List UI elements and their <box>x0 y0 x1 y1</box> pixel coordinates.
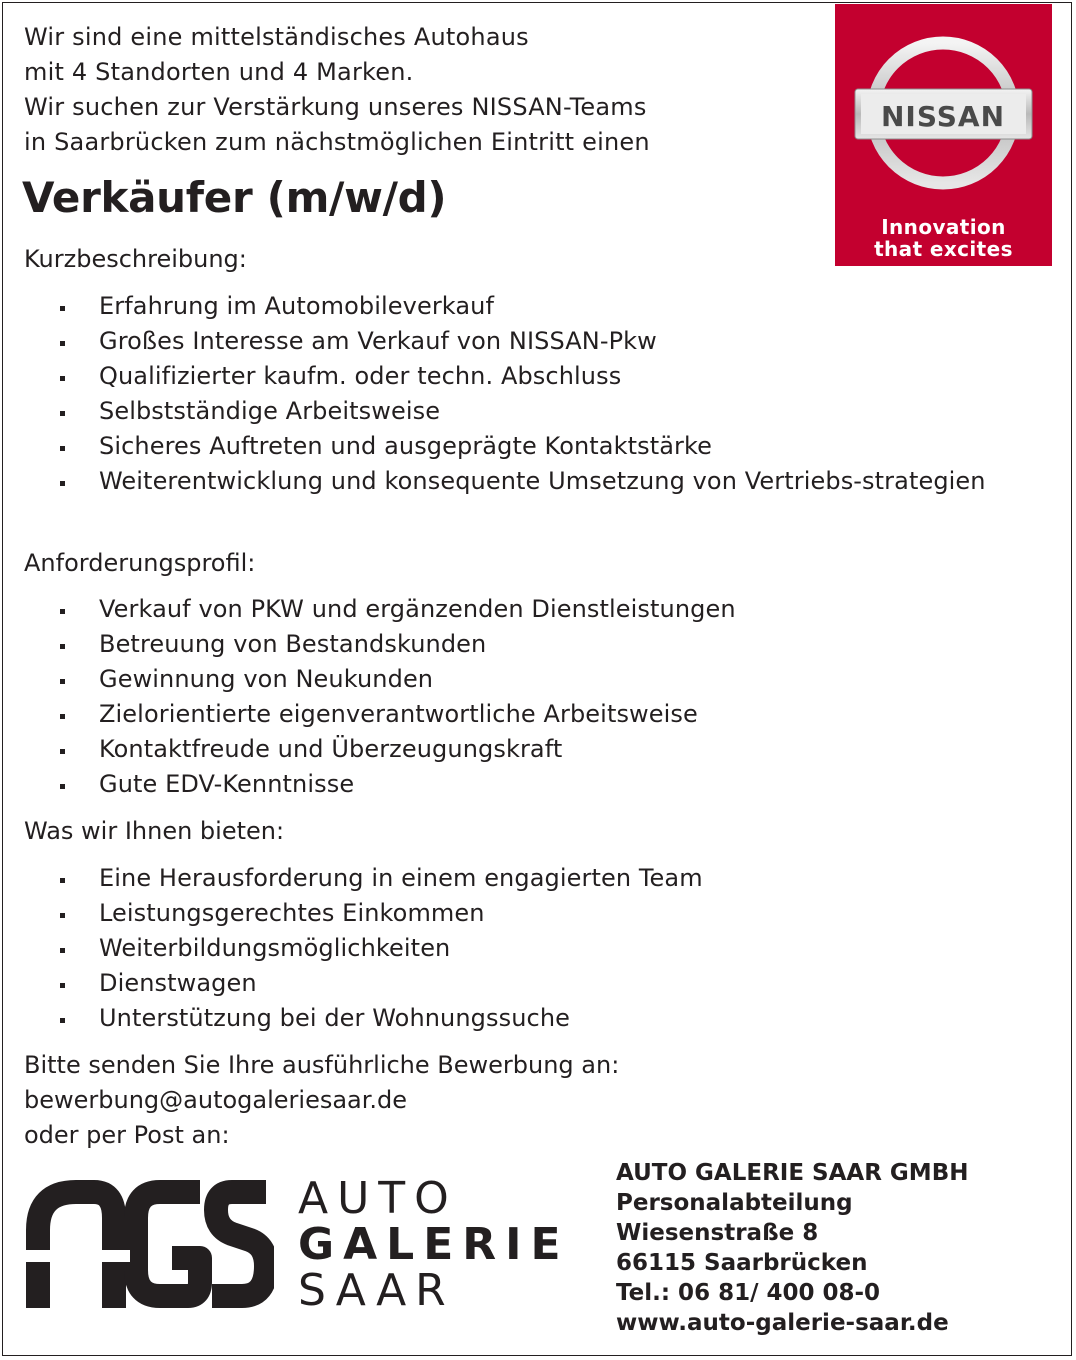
contact-line: oder per Post an: <box>24 1121 230 1149</box>
heading-anforderungsprofil: Anforderungsprofil: <box>24 549 256 577</box>
address-website[interactable]: www.auto-galerie-saar.de <box>616 1310 949 1336</box>
intro-line: Wir suchen zur Verstärkung unseres NISSAN-Teams <box>24 93 647 121</box>
list-kurzbeschreibung <box>0 289 999 499</box>
address-department: Personalabteilung <box>616 1190 853 1216</box>
list-item: Selbstständige Arbeitsweise <box>0 394 999 429</box>
nissan-wordmark: NISSAN <box>880 100 1006 133</box>
list-item: Gute EDV-Kenntnisse <box>0 767 999 802</box>
nissan-tagline <box>835 216 1052 260</box>
address-company: AUTO GALERIE SAAR GMBH <box>616 1160 969 1186</box>
list-item: Sicheres Auftreten und ausgeprägte Kontaktstärke <box>0 429 999 464</box>
contact-block <box>24 1048 619 1153</box>
list-item: Gewinnung von Neukunden <box>0 662 999 697</box>
address-street: Wiesenstraße 8 <box>616 1220 819 1246</box>
nissan-emblem-icon <box>835 4 1052 214</box>
list-anforderungsprofil <box>0 592 999 802</box>
list-item: Dienstwagen <box>0 966 999 1001</box>
list-item: Unterstützung bei der Wohnungssuche <box>0 1001 999 1036</box>
nissan-logo <box>835 4 1052 266</box>
tagline-line: Innovation <box>881 215 1006 239</box>
list-item: Weiterbildungsmöglichkeiten <box>0 931 999 966</box>
list-item: Verkauf von PKW und ergänzenden Dienstleistungen <box>0 592 999 627</box>
ags-wordmark <box>298 1173 570 1316</box>
ags-word-galerie: GALERIE <box>298 1219 570 1270</box>
list-item: Großes Interesse am Verkauf von NISSAN-Pkw <box>0 324 999 359</box>
list-item: Zielorientierte eigenverantwortliche Arbeitsweise <box>0 697 999 732</box>
tagline-line: that excites <box>874 237 1013 261</box>
list-angebot <box>0 861 999 1036</box>
intro-line: in Saarbrücken zum nächstmöglichen Eintritt einen <box>24 128 650 156</box>
list-item: Qualifizierter kaufm. oder techn. Abschluss <box>0 359 999 394</box>
contact-email[interactable]: bewerbung@autogaleriesaar.de <box>24 1086 408 1114</box>
intro-line: mit 4 Standorten und 4 Marken. <box>24 58 414 86</box>
postal-address <box>616 1158 968 1338</box>
list-item: Eine Herausforderung in einem engagierten Team <box>0 861 999 896</box>
heading-angebot: Was wir Ihnen bieten: <box>24 817 285 845</box>
intro-text <box>24 20 650 160</box>
job-title: Verkäufer (m/w/d) <box>22 173 447 222</box>
list-item: Betreuung von Bestandskunden <box>0 627 999 662</box>
address-city: 66115 Saarbrücken <box>616 1250 868 1276</box>
intro-line: Wir sind eine mittelständisches Autohaus <box>24 23 529 51</box>
address-phone: Tel.: 06 81/ 400 08-0 <box>616 1280 881 1306</box>
ags-logo-icon <box>24 1178 274 1308</box>
ags-word-saar: SAAR <box>298 1265 455 1316</box>
contact-line: Bitte senden Sie Ihre ausführliche Bewerbung an: <box>24 1051 620 1079</box>
list-item: Erfahrung im Automobileverkauf <box>0 289 999 324</box>
list-item: Leistungsgerechtes Einkommen <box>0 896 999 931</box>
list-item: Weiterentwicklung und konsequente Umsetzung von Vertriebs-strategien <box>0 464 999 499</box>
ags-word-auto: AUTO <box>298 1173 458 1224</box>
heading-kurzbeschreibung: Kurzbeschreibung: <box>24 245 247 273</box>
list-item: Kontaktfreude und Überzeugungskraft <box>0 732 999 767</box>
